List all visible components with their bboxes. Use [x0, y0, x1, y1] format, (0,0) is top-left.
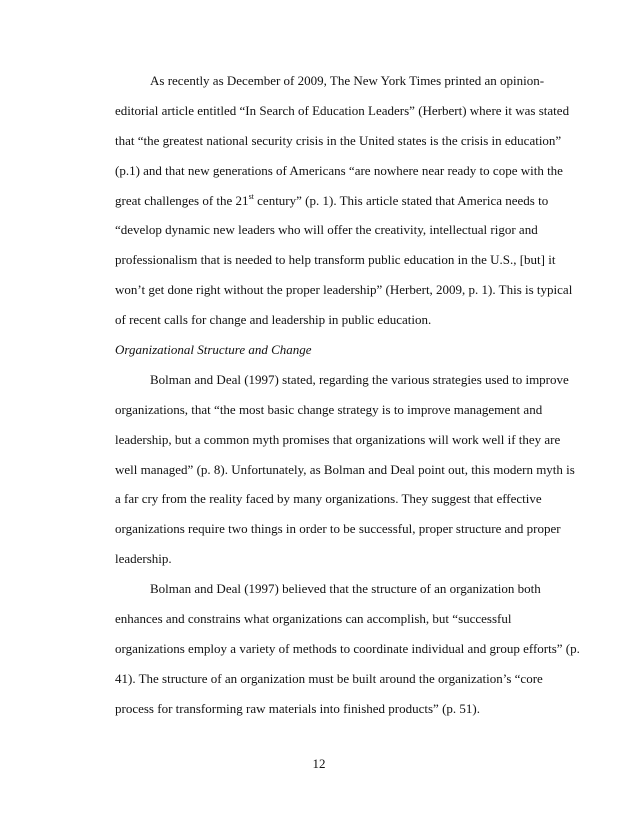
- text-line: professionalism that is needed to help transform public education in the U.S., [but] it: [115, 252, 556, 268]
- text-line: process for transforming raw materials into finished products” (p. 51).: [115, 700, 480, 716]
- section-heading: Organizational Structure and Change: [115, 342, 312, 358]
- text-line: that “the greatest national security crisis in the United states is the crisis in education”: [115, 132, 562, 148]
- paragraph-2: [115, 365, 575, 574]
- text-fragment: century” (p. 1). This article stated that America needs to: [253, 192, 549, 208]
- text-line: “develop dynamic new leaders who will offer the creativity, intellectual rigor and: [115, 222, 538, 238]
- text-line: editorial article entitled “In Search of Education Leaders” (Herbert) where it was stated: [115, 102, 570, 118]
- text-line: Bolman and Deal (1997) stated, regarding the various strategies used to improve: [150, 371, 569, 387]
- paragraph-1: [115, 66, 575, 335]
- text-fragment: great challenges of the 21: [115, 192, 249, 208]
- text-line: organizations require two things in order to be successful, proper structure and proper: [115, 521, 561, 537]
- text-line: leadership.: [115, 551, 172, 567]
- text-line: (p.1) and that new generations of Americans “are nowhere near ready to cope with the: [115, 162, 563, 178]
- text-line: a far cry from the reality faced by many organizations. They suggest that effective: [115, 491, 542, 507]
- text-line: of recent calls for change and leadership in public education.: [115, 312, 432, 328]
- paragraph-3: [115, 574, 580, 723]
- text-line: enhances and constrains what organizations can accomplish, but “successful: [115, 611, 512, 627]
- text-line: Bolman and Deal (1997) believed that the structure of an organization both: [150, 581, 541, 597]
- text-line: 41). The structure of an organization must be built around the organization’s “core: [115, 670, 543, 686]
- text-line: organizations, that “the most basic change strategy is to improve management and: [115, 401, 543, 417]
- text-line: [115, 186, 575, 216]
- page-number: 12: [312, 756, 326, 771]
- text-line: As recently as December of 2009, The New York Times printed an opinion-: [150, 73, 545, 88]
- text-line: well managed” (p. 8). Unfortunately, as Bolman and Deal point out, this modern myth is: [115, 461, 575, 477]
- text-line: organizations employ a variety of methods to coordinate individual and group efforts” (p.: [115, 640, 580, 656]
- body-text: [115, 66, 580, 724]
- ordinal-superscript: st: [248, 191, 254, 201]
- text-line: won’t get done right without the proper leadership” (Herbert, 2009, p. 1). This is typical: [115, 282, 573, 298]
- text-line: leadership, but a common myth promises that organizations will work well if they are: [115, 431, 561, 447]
